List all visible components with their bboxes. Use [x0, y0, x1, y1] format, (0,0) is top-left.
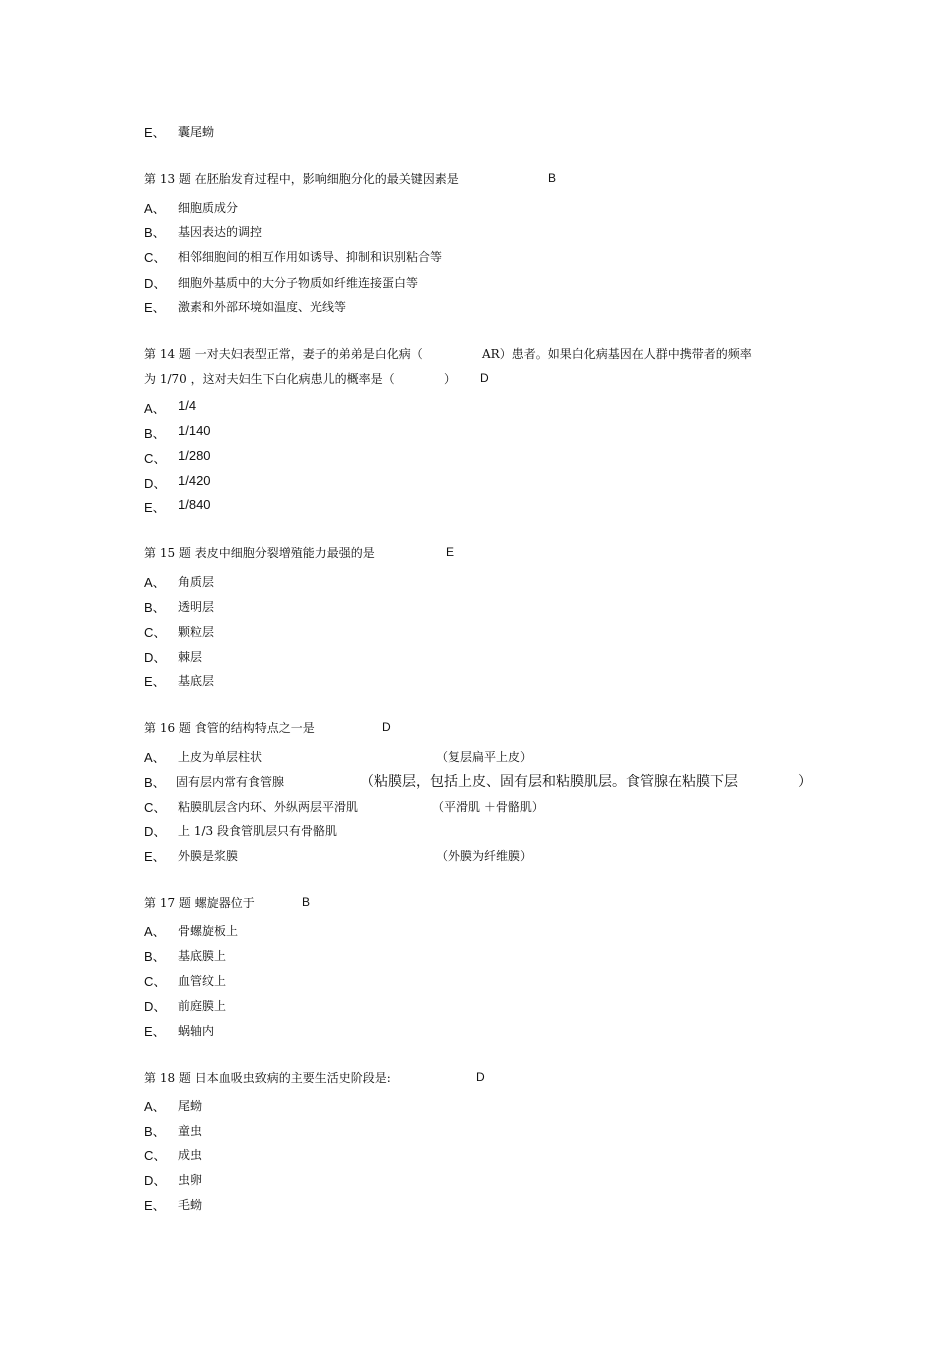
option-note: （外膜为纤维膜）: [436, 849, 533, 863]
option-text: 基底膜上: [178, 949, 227, 963]
option-label: E、: [144, 849, 166, 864]
option-label: B、: [144, 600, 166, 615]
option-label: E、: [144, 125, 166, 140]
question-14-title: 第 14 题 一对夫妇表型正常，妻子的弟弟是白化病（: [144, 347, 423, 361]
option-label: A、: [144, 924, 166, 939]
option-text: 外膜是浆膜: [178, 849, 239, 863]
question-17-title: 第 17 题 螺旋器位于: [144, 896, 255, 910]
option-text: 细胞外基质中的大分子物质如纤维连接蛋白等: [178, 276, 419, 290]
option-label: D、: [144, 650, 167, 665]
option-text: 基底层: [178, 674, 215, 688]
option-label: E、: [144, 674, 166, 689]
option-label: D、: [144, 276, 167, 291]
option-text: 上皮为单层柱状: [178, 750, 263, 764]
option-label: A、: [144, 201, 166, 216]
option-text: 相邻细胞间的相互作用如诱导、抑制和识别粘合等: [178, 250, 443, 264]
option-text: 1/840: [178, 497, 211, 512]
option-label: A、: [144, 750, 166, 765]
option-note: （复层扁平上皮）: [436, 750, 533, 764]
option-text: 上 1/3 段食管肌层只有骨骼肌: [178, 824, 337, 838]
option-note: （平滑肌 ＋骨骼肌）: [432, 800, 544, 814]
option-label: C、: [144, 974, 167, 989]
question-13-title: 第 13 题 在胚胎发育过程中，影响细胞分化的最关键因素是: [144, 172, 459, 186]
question-16-title: 第 16 题 食管的结构特点之一是: [144, 721, 315, 735]
option-text: 1/420: [178, 473, 211, 488]
question-15-answer: E: [446, 545, 455, 559]
question-18-title: 第 18 题 日本血吸虫致病的主要生活史阶段是:: [144, 1071, 391, 1085]
option-text: 尾蚴: [178, 1099, 203, 1113]
option-label: B、: [144, 775, 166, 790]
option-text: 蜗轴内: [178, 1024, 215, 1038]
option-text: 1/140: [178, 423, 211, 438]
option-label: A、: [144, 1099, 166, 1114]
option-label: D、: [144, 1173, 167, 1188]
option-note: （粘膜层，包括上皮、固有层和粘膜肌层。食管腺在粘膜下层: [360, 774, 738, 790]
question-15-title: 第 15 题 表皮中细胞分裂增殖能力最强的是: [144, 546, 375, 560]
option-text: 童虫: [178, 1124, 203, 1138]
option-text: 囊尾蚴: [178, 125, 215, 139]
option-label: E、: [144, 1024, 166, 1039]
option-label: B、: [144, 949, 166, 964]
question-14-answer: D: [480, 371, 489, 385]
option-text: 棘层: [178, 650, 203, 664]
question-14-title-cont: AR）患者。如果白化病基因在人群中携带者的频率: [482, 347, 752, 361]
option-label: D、: [144, 999, 167, 1014]
option-text: 骨螺旋板上: [178, 924, 239, 938]
question-14-title-line2: 为 1/70 ，这对夫妇生下白化病患儿的概率是（: [144, 372, 395, 386]
option-text: 基因表达的调控: [178, 225, 263, 239]
option-label: E、: [144, 1198, 166, 1213]
question-13-answer: B: [548, 171, 557, 185]
option-text: 细胞质成分: [178, 201, 239, 215]
option-label: C、: [144, 250, 167, 265]
option-label: C、: [144, 1148, 167, 1163]
option-text: 虫卵: [178, 1173, 203, 1187]
option-text: 1/4: [178, 398, 197, 413]
question-18-answer: D: [476, 1070, 485, 1084]
option-label: C、: [144, 451, 167, 466]
option-label: A、: [144, 401, 166, 416]
option-label: A、: [144, 575, 166, 590]
option-text: 血管纹上: [178, 974, 227, 988]
option-label: D、: [144, 824, 167, 839]
option-text: 角质层: [178, 575, 215, 589]
option-label: B、: [144, 426, 166, 441]
question-17-answer: B: [302, 895, 311, 909]
option-label: B、: [144, 1124, 166, 1139]
option-text: 成虫: [178, 1148, 203, 1162]
option-label: E、: [144, 500, 166, 515]
option-text: 激素和外部环境如温度、光线等: [178, 300, 347, 314]
option-label: C、: [144, 800, 167, 815]
option-text: 颗粒层: [178, 625, 215, 639]
option-note-end: ）: [798, 774, 812, 790]
option-label: D、: [144, 476, 167, 491]
question-16-answer: D: [382, 720, 391, 734]
option-text: 1/280: [178, 448, 211, 463]
option-label: C、: [144, 625, 167, 640]
option-text: 粘膜肌层含内环、外纵两层平滑肌: [178, 800, 359, 814]
question-14-paren: ）: [444, 372, 457, 386]
option-label: E、: [144, 300, 166, 315]
option-text: 前庭膜上: [178, 999, 227, 1013]
option-text: 透明层: [178, 600, 215, 614]
option-text: 固有层内常有食管腺: [176, 775, 285, 789]
option-label: B、: [144, 225, 166, 240]
option-text: 毛蚴: [178, 1198, 203, 1212]
